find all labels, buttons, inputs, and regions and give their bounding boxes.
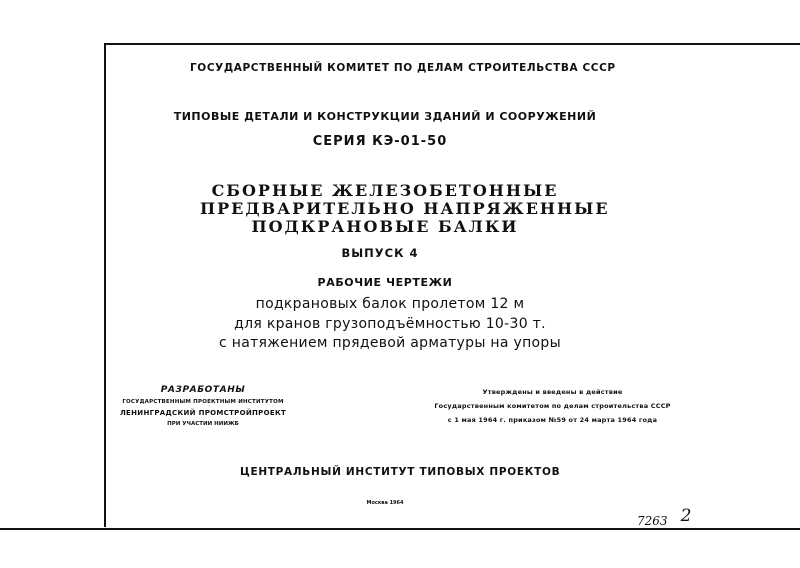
document-codes bbox=[637, 506, 737, 528]
working-drawings-heading: РАБОЧИЕ ЧЕРТЕЖИ bbox=[317, 276, 453, 289]
title-line-3: ПОДКРАНОВЫЕ БАЛКИ bbox=[251, 217, 519, 236]
committee-heading: ГОСУДАРСТВЕННЫЙ КОМИТЕТ ПО ДЕЛАМ СТРОИТЕЛЬСТВА СССР bbox=[190, 62, 616, 74]
developed-line-3: ПРИ УЧАСТИИ НИИЖБ bbox=[167, 421, 239, 427]
series-label: СЕРИЯ КЭ-01-50 bbox=[312, 134, 448, 149]
frame-left-border bbox=[104, 43, 106, 527]
approved-line-1: Утверждены и введены в действие bbox=[482, 388, 623, 396]
institute-label: ЦЕНТРАЛЬНЫЙ ИНСТИТУТ ТИПОВЫХ ПРОЕКТОВ bbox=[240, 466, 561, 478]
description-line-3: с натяжением прядевой арматуры на упоры bbox=[219, 335, 561, 351]
developed-heading: РАЗРАБОТАНЫ bbox=[160, 385, 246, 395]
document-code: 7263 bbox=[637, 514, 668, 528]
issue-label: ВЫПУСК 4 bbox=[341, 246, 419, 260]
frame-top-border bbox=[105, 43, 800, 45]
city-year-label: Москва 1964 bbox=[366, 500, 404, 506]
title-line-1: СБОРНЫЕ ЖЕЛЕЗОБЕТОННЫЕ bbox=[211, 181, 559, 200]
developed-line-2: ЛЕНИНГРАДСКИЙ ПРОМСТРОЙПРОЕКТ bbox=[119, 409, 287, 417]
approved-line-3: с 1 мая 1964 г. приказом №59 от 24 марта 1964 года bbox=[447, 416, 658, 424]
frame-bottom-border bbox=[0, 528, 800, 530]
description-line-2: для кранов грузоподъёмностью 10-30 т. bbox=[234, 316, 546, 332]
developed-line-1: ГОСУДАРСТВЕННЫМ ПРОЕКТНЫМ ИНСТИТУТОМ bbox=[122, 399, 284, 405]
typical-details-heading: ТИПОВЫЕ ДЕТАЛИ И КОНСТРУКЦИИ ЗДАНИЙ И СООРУЖЕНИЙ bbox=[173, 110, 597, 123]
title-line-2: ПРЕДВАРИТЕЛЬНО НАПРЯЖЕННЫЕ bbox=[200, 199, 610, 218]
sheet-number: 2 bbox=[680, 506, 692, 526]
approved-line-2: Государственным комитетом по делам строительства СССР bbox=[434, 402, 671, 410]
description-line-1: подкрановых балок пролетом 12 м bbox=[255, 296, 525, 312]
